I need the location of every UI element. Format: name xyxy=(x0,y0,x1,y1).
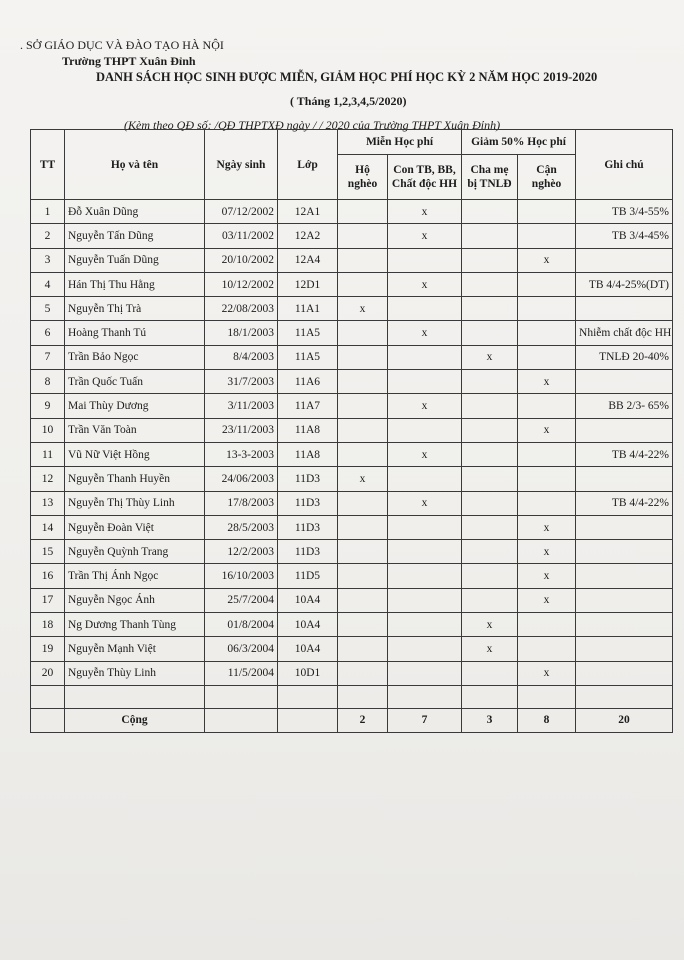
mark-near-poor: x xyxy=(518,370,576,394)
mark-near-poor: x xyxy=(518,515,576,539)
mark-near-poor xyxy=(518,613,576,637)
row-number: 11 xyxy=(31,442,65,466)
mark-poor xyxy=(338,661,388,685)
mark-poor: x xyxy=(338,297,388,321)
student-name: Mai Thùy Dương xyxy=(65,394,205,418)
school-name: Trường THPT Xuân Đỉnh xyxy=(62,54,196,68)
table-row xyxy=(31,540,673,564)
row-note: TB 4/4-22% xyxy=(576,442,673,466)
row-note: TB 4/4-22% xyxy=(576,491,673,515)
mark-near-poor xyxy=(518,491,576,515)
student-name: Nguyễn Quỳnh Trang xyxy=(65,540,205,564)
row-note xyxy=(576,370,673,394)
col-header-tt: TT xyxy=(31,130,65,200)
mark-war xyxy=(388,637,462,661)
table-row xyxy=(31,491,673,515)
mark-war: x xyxy=(388,394,462,418)
row-number: 8 xyxy=(31,370,65,394)
student-name: Nguyễn Thị Thùy Linh xyxy=(65,491,205,515)
mark-poor xyxy=(338,272,388,296)
birth-date: 01/8/2004 xyxy=(205,613,278,637)
table-row xyxy=(31,297,673,321)
birth-date: 07/12/2002 xyxy=(205,200,278,224)
student-name: Nguyễn Tấn Dũng xyxy=(65,224,205,248)
table-row xyxy=(31,200,673,224)
mark-poor xyxy=(338,345,388,369)
row-number: 20 xyxy=(31,661,65,685)
mark-poor xyxy=(338,637,388,661)
birth-date: 31/7/2003 xyxy=(205,370,278,394)
row-note xyxy=(576,588,673,612)
table-row xyxy=(31,442,673,466)
col-header-class: Lớp xyxy=(278,130,338,200)
student-name: Nguyễn Thị Trà xyxy=(65,297,205,321)
total-accident: 3 xyxy=(462,708,518,732)
agency-name: . SỞ GIÁO DỤC VÀ ĐÀO TẠO HÀ NỘI xyxy=(20,38,224,52)
mark-accident xyxy=(462,297,518,321)
birth-date: 25/7/2004 xyxy=(205,588,278,612)
mark-accident xyxy=(462,540,518,564)
mark-poor xyxy=(338,200,388,224)
birth-date: 20/10/2002 xyxy=(205,248,278,272)
mark-near-poor xyxy=(518,345,576,369)
mark-accident: x xyxy=(462,613,518,637)
col-group-reduce: Giảm 50% Học phí xyxy=(462,130,576,155)
mark-poor xyxy=(338,394,388,418)
birth-date: 17/8/2003 xyxy=(205,491,278,515)
row-note: TB 4/4-25%(DT) xyxy=(576,272,673,296)
class-name: 12A1 xyxy=(278,200,338,224)
row-note xyxy=(576,564,673,588)
mark-accident xyxy=(462,200,518,224)
header-row-top xyxy=(31,130,673,155)
mark-accident xyxy=(462,418,518,442)
mark-near-poor: x xyxy=(518,661,576,685)
mark-accident xyxy=(462,394,518,418)
mark-accident xyxy=(462,564,518,588)
mark-poor xyxy=(338,564,388,588)
student-name: Đỗ Xuân Dũng xyxy=(65,200,205,224)
mark-accident: x xyxy=(462,345,518,369)
class-name: 10D1 xyxy=(278,661,338,685)
birth-date: 10/12/2002 xyxy=(205,272,278,296)
mark-near-poor xyxy=(518,321,576,345)
mark-war: x xyxy=(388,321,462,345)
student-name: Trần Bảo Ngọc xyxy=(65,345,205,369)
row-number: 2 xyxy=(31,224,65,248)
student-name: Nguyễn Mạnh Việt xyxy=(65,637,205,661)
mark-near-poor: x xyxy=(518,248,576,272)
birth-date: 22/08/2003 xyxy=(205,297,278,321)
col-group-exempt: Miễn Học phí xyxy=(338,130,462,155)
totals-row xyxy=(31,708,673,732)
mark-war xyxy=(388,370,462,394)
table-row xyxy=(31,613,673,637)
student-name: Nguyễn Đoàn Việt xyxy=(65,515,205,539)
table-row xyxy=(31,224,673,248)
mark-accident xyxy=(462,442,518,466)
mark-poor xyxy=(338,442,388,466)
student-name: Trần Thị Ánh Ngọc xyxy=(65,564,205,588)
row-note xyxy=(576,637,673,661)
mark-poor xyxy=(338,540,388,564)
row-note: TB 3/4-55% xyxy=(576,200,673,224)
birth-date: 11/5/2004 xyxy=(205,661,278,685)
document-title: DANH SÁCH HỌC SINH ĐƯỢC MIỄN, GIẢM HỌC PHÍ HỌC KỲ 2 NĂM HỌC 2019-2020 xyxy=(96,70,598,84)
class-name: 12A4 xyxy=(278,248,338,272)
row-note xyxy=(576,540,673,564)
col-header-accident: Cha mẹ bị TNLĐ xyxy=(462,155,518,200)
student-name: Nguyễn Thanh Huyền xyxy=(65,467,205,491)
row-note xyxy=(576,613,673,637)
table-row xyxy=(31,661,673,685)
birth-date: 8/4/2003 xyxy=(205,345,278,369)
student-name: Vũ Nữ Việt Hồng xyxy=(65,442,205,466)
birth-date: 23/11/2003 xyxy=(205,418,278,442)
row-note xyxy=(576,418,673,442)
student-name: Hoàng Thanh Tú xyxy=(65,321,205,345)
mark-poor xyxy=(338,491,388,515)
mark-war xyxy=(388,248,462,272)
decision-reference: (Kèm theo QĐ số: /QĐ THPTXĐ ngày / / 2020 của Trường THPT Xuân Đỉnh) xyxy=(124,118,501,132)
mark-poor xyxy=(338,248,388,272)
mark-near-poor xyxy=(518,272,576,296)
mark-war: x xyxy=(388,224,462,248)
mark-accident xyxy=(462,321,518,345)
mark-poor xyxy=(338,613,388,637)
row-note xyxy=(576,515,673,539)
row-number: 19 xyxy=(31,637,65,661)
blank-row xyxy=(31,685,673,708)
row-note: TNLĐ 20-40% xyxy=(576,345,673,369)
table-row xyxy=(31,515,673,539)
row-number: 14 xyxy=(31,515,65,539)
row-note: BB 2/3- 65% xyxy=(576,394,673,418)
table-row xyxy=(31,345,673,369)
class-name: 11D3 xyxy=(278,467,338,491)
total-count: 20 xyxy=(576,708,673,732)
mark-war xyxy=(388,297,462,321)
document-subtitle: ( Tháng 1,2,3,4,5/2020) xyxy=(290,94,407,108)
col-header-war: Con TB, BB, Chất độc HH xyxy=(388,155,462,200)
table-row xyxy=(31,370,673,394)
class-name: 11A8 xyxy=(278,418,338,442)
row-number: 12 xyxy=(31,467,65,491)
total-near-poor: 8 xyxy=(518,708,576,732)
mark-near-poor: x xyxy=(518,564,576,588)
row-number: 18 xyxy=(31,613,65,637)
mark-war: x xyxy=(388,272,462,296)
student-name: Nguyễn Thùy Linh xyxy=(65,661,205,685)
mark-war xyxy=(388,467,462,491)
mark-near-poor xyxy=(518,394,576,418)
table-row xyxy=(31,272,673,296)
class-name: 10A4 xyxy=(278,637,338,661)
col-header-poor: Hộ nghèo xyxy=(338,155,388,200)
class-name: 11D5 xyxy=(278,564,338,588)
table-body xyxy=(31,200,673,686)
birth-date: 16/10/2003 xyxy=(205,564,278,588)
table-row xyxy=(31,394,673,418)
class-name: 11A1 xyxy=(278,297,338,321)
mark-war xyxy=(388,613,462,637)
mark-war xyxy=(388,345,462,369)
mark-accident: x xyxy=(462,637,518,661)
col-header-dob: Ngày sinh xyxy=(205,130,278,200)
mark-war xyxy=(388,661,462,685)
student-name: Trần Văn Toàn xyxy=(65,418,205,442)
birth-date: 28/5/2003 xyxy=(205,515,278,539)
student-name: Nguyễn Ngọc Ánh xyxy=(65,588,205,612)
student-name: Ng Dương Thanh Tùng xyxy=(65,613,205,637)
mark-war xyxy=(388,515,462,539)
mark-war xyxy=(388,564,462,588)
class-name: 11A5 xyxy=(278,345,338,369)
mark-near-poor xyxy=(518,297,576,321)
total-poor: 2 xyxy=(338,708,388,732)
row-number: 6 xyxy=(31,321,65,345)
mark-war xyxy=(388,540,462,564)
mark-near-poor xyxy=(518,467,576,491)
birth-date: 3/11/2003 xyxy=(205,394,278,418)
row-number: 17 xyxy=(31,588,65,612)
table-row xyxy=(31,248,673,272)
mark-war xyxy=(388,588,462,612)
class-name: 11D3 xyxy=(278,540,338,564)
mark-poor: x xyxy=(338,467,388,491)
col-header-name: Họ và tên xyxy=(65,130,205,200)
mark-near-poor xyxy=(518,442,576,466)
row-number: 16 xyxy=(31,564,65,588)
student-table xyxy=(30,129,673,733)
table-row xyxy=(31,321,673,345)
mark-poor xyxy=(338,588,388,612)
mark-accident xyxy=(462,272,518,296)
col-header-note: Ghi chú xyxy=(576,130,673,200)
birth-date: 24/06/2003 xyxy=(205,467,278,491)
row-number: 10 xyxy=(31,418,65,442)
mark-war xyxy=(388,418,462,442)
mark-near-poor: x xyxy=(518,540,576,564)
mark-accident xyxy=(462,661,518,685)
col-header-near-poor: Cận nghèo xyxy=(518,155,576,200)
row-number: 13 xyxy=(31,491,65,515)
mark-near-poor xyxy=(518,637,576,661)
mark-accident xyxy=(462,224,518,248)
mark-poor xyxy=(338,370,388,394)
class-name: 12A2 xyxy=(278,224,338,248)
mark-near-poor: x xyxy=(518,588,576,612)
class-name: 10A4 xyxy=(278,588,338,612)
mark-war: x xyxy=(388,491,462,515)
student-name: Trần Quốc Tuấn xyxy=(65,370,205,394)
class-name: 11A6 xyxy=(278,370,338,394)
mark-accident xyxy=(462,467,518,491)
class-name: 12D1 xyxy=(278,272,338,296)
row-note xyxy=(576,297,673,321)
row-number: 1 xyxy=(31,200,65,224)
mark-poor xyxy=(338,224,388,248)
birth-date: 12/2/2003 xyxy=(205,540,278,564)
mark-poor xyxy=(338,321,388,345)
birth-date: 13-3-2003 xyxy=(205,442,278,466)
row-number: 7 xyxy=(31,345,65,369)
mark-poor xyxy=(338,515,388,539)
birth-date: 03/11/2002 xyxy=(205,224,278,248)
mark-accident xyxy=(462,370,518,394)
class-name: 11A8 xyxy=(278,442,338,466)
row-note xyxy=(576,248,673,272)
mark-accident xyxy=(462,588,518,612)
row-note xyxy=(576,661,673,685)
mark-accident xyxy=(462,248,518,272)
row-number: 5 xyxy=(31,297,65,321)
table-row xyxy=(31,418,673,442)
total-war: 7 xyxy=(388,708,462,732)
mark-war: x xyxy=(388,442,462,466)
table-row xyxy=(31,467,673,491)
mark-poor xyxy=(338,418,388,442)
table-row xyxy=(31,564,673,588)
row-number: 3 xyxy=(31,248,65,272)
mark-accident xyxy=(462,491,518,515)
row-number: 9 xyxy=(31,394,65,418)
row-note: TB 3/4-45% xyxy=(576,224,673,248)
row-note: Nhiễm chất độc HH xyxy=(576,321,673,345)
row-number: 15 xyxy=(31,540,65,564)
class-name: 11A5 xyxy=(278,321,338,345)
class-name: 11A7 xyxy=(278,394,338,418)
birth-date: 18/1/2003 xyxy=(205,321,278,345)
mark-near-poor: x xyxy=(518,418,576,442)
row-note xyxy=(576,467,673,491)
mark-war: x xyxy=(388,200,462,224)
class-name: 11D3 xyxy=(278,515,338,539)
student-name: Nguyễn Tuấn Dũng xyxy=(65,248,205,272)
birth-date: 06/3/2004 xyxy=(205,637,278,661)
mark-near-poor xyxy=(518,200,576,224)
mark-near-poor xyxy=(518,224,576,248)
table-row xyxy=(31,588,673,612)
row-number: 4 xyxy=(31,272,65,296)
totals-label: Cộng xyxy=(65,708,205,732)
class-name: 10A4 xyxy=(278,613,338,637)
student-name: Hán Thị Thu Hằng xyxy=(65,272,205,296)
table-row xyxy=(31,637,673,661)
class-name: 11D3 xyxy=(278,491,338,515)
mark-accident xyxy=(462,515,518,539)
